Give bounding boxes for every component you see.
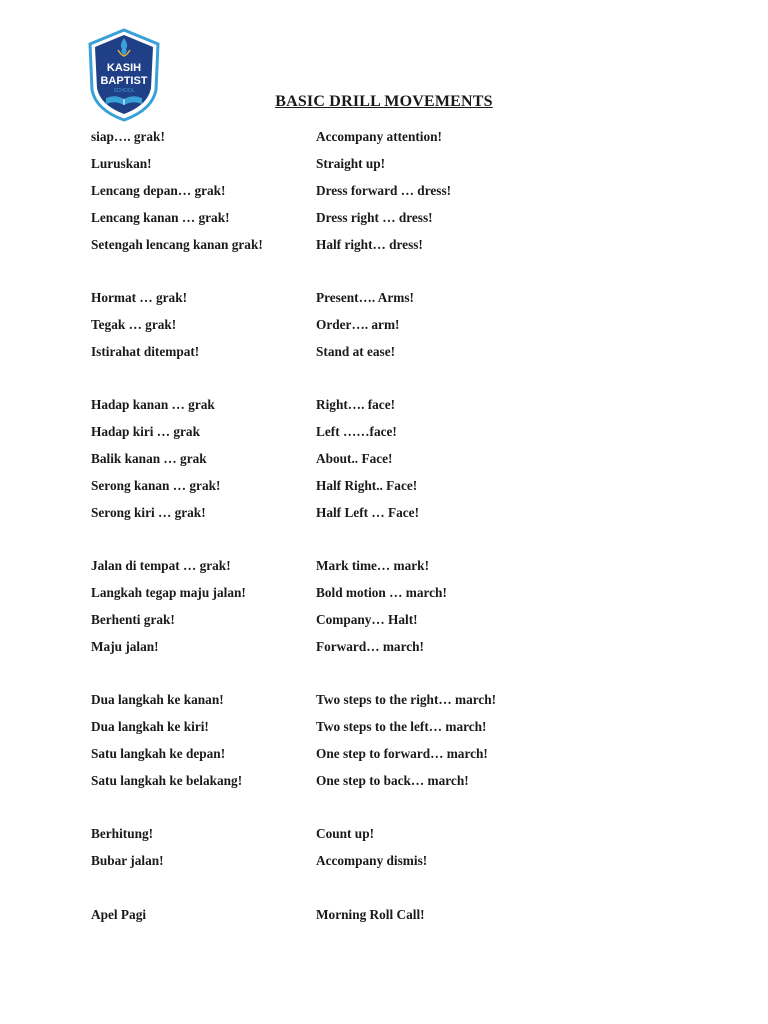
logo-line1: KASIH [106, 62, 142, 74]
english-command: One step to back… march! [316, 772, 469, 788]
spacer-row [91, 660, 651, 687]
indonesian-command: Bubar jalan! [91, 852, 164, 868]
english-command: One step to forward… march! [316, 745, 488, 761]
command-row [91, 901, 651, 928]
command-row [91, 231, 651, 258]
indonesian-command: Dua langkah ke kiri! [91, 718, 209, 734]
spacer-row [91, 794, 651, 821]
spacer-row [91, 258, 651, 285]
command-row [91, 767, 651, 794]
command-row [91, 312, 651, 339]
english-command: Two steps to the right… march! [316, 692, 497, 708]
indonesian-command: Apel Pagi [91, 906, 147, 922]
indonesian-command: Setengah lencang kanan grak! [91, 236, 263, 252]
english-command: Morning Roll Call! [316, 906, 425, 922]
command-row [91, 580, 651, 607]
indonesian-command: Berhitung! [91, 826, 154, 842]
command-row [91, 821, 651, 848]
english-command: Stand at ease! [316, 343, 396, 359]
command-row [91, 848, 651, 875]
command-row [91, 553, 651, 580]
english-command: Accompany attention! [316, 129, 442, 145]
command-row [91, 285, 651, 312]
command-row [91, 392, 651, 419]
english-command: Two steps to the left… march! [316, 718, 487, 734]
command-row [91, 151, 651, 178]
spacer-row [91, 874, 651, 901]
english-command: Bold motion … march! [316, 584, 447, 600]
indonesian-command: Balik kanan … grak [91, 450, 207, 466]
indonesian-command: Dua langkah ke kanan! [91, 692, 224, 708]
indonesian-command: Lencang depan… grak! [91, 182, 226, 198]
indonesian-command: siap…. grak! [91, 129, 165, 145]
page-title: BASIC DRILL MOVEMENTS [275, 93, 493, 110]
indonesian-command: Serong kiri … grak! [91, 504, 206, 520]
english-command: Right…. face! [316, 397, 396, 413]
english-command: About.. Face! [316, 450, 393, 466]
command-row [91, 499, 651, 526]
command-row [91, 714, 651, 741]
english-command: Dress forward … dress! [316, 182, 452, 198]
indonesian-command: Lencang kanan … grak! [91, 209, 230, 225]
indonesian-command: Satu langkah ke depan! [91, 745, 226, 761]
command-row [91, 687, 651, 714]
english-command: Left ……face! [316, 424, 397, 440]
indonesian-command: Istirahat ditempat! [91, 343, 200, 359]
command-row [91, 419, 651, 446]
english-command: Half Right.. Face! [316, 477, 418, 493]
command-row [91, 472, 651, 499]
indonesian-command: Langkah tegap maju jalan! [91, 584, 246, 600]
english-command: Company… Halt! [316, 611, 418, 627]
indonesian-command: Serong kanan … grak! [91, 477, 221, 493]
indonesian-command: Satu langkah ke belakang! [91, 772, 243, 788]
command-row [91, 124, 651, 151]
spacer-row [91, 526, 651, 553]
english-command: Order…. arm! [316, 316, 400, 332]
indonesian-command: Maju jalan! [91, 638, 159, 654]
english-command: Dress right … dress! [316, 209, 433, 225]
command-row [91, 178, 651, 205]
command-row [91, 633, 651, 660]
spacer-row [91, 365, 651, 392]
command-row [91, 338, 651, 365]
command-row [91, 204, 651, 231]
english-command: Forward… march! [316, 638, 424, 654]
logo-line3: SCHOOL [113, 88, 135, 94]
command-row [91, 446, 651, 473]
english-command: Mark time… mark! [316, 558, 429, 574]
english-command: Half Left … Face! [316, 504, 420, 520]
indonesian-command: Jalan di tempat … grak! [91, 558, 231, 574]
english-command: Present…. Arms! [316, 290, 414, 306]
indonesian-command: Hadap kanan … grak [91, 397, 215, 413]
english-command: Straight up! [316, 156, 386, 172]
english-command: Count up! [316, 826, 375, 842]
english-command: Accompany dismis! [316, 852, 428, 868]
english-command: Half right… dress! [316, 236, 423, 252]
indonesian-command: Berhenti grak! [91, 611, 175, 627]
indonesian-command: Tegak … grak! [91, 316, 177, 332]
command-row [91, 740, 651, 767]
indonesian-command: Hormat … grak! [91, 290, 188, 306]
logo-line2: BAPTIST [100, 75, 148, 87]
drill-command-list [91, 124, 651, 928]
indonesian-command: Hadap kiri … grak [91, 424, 200, 440]
indonesian-command: Luruskan! [91, 156, 152, 172]
command-row [91, 606, 651, 633]
